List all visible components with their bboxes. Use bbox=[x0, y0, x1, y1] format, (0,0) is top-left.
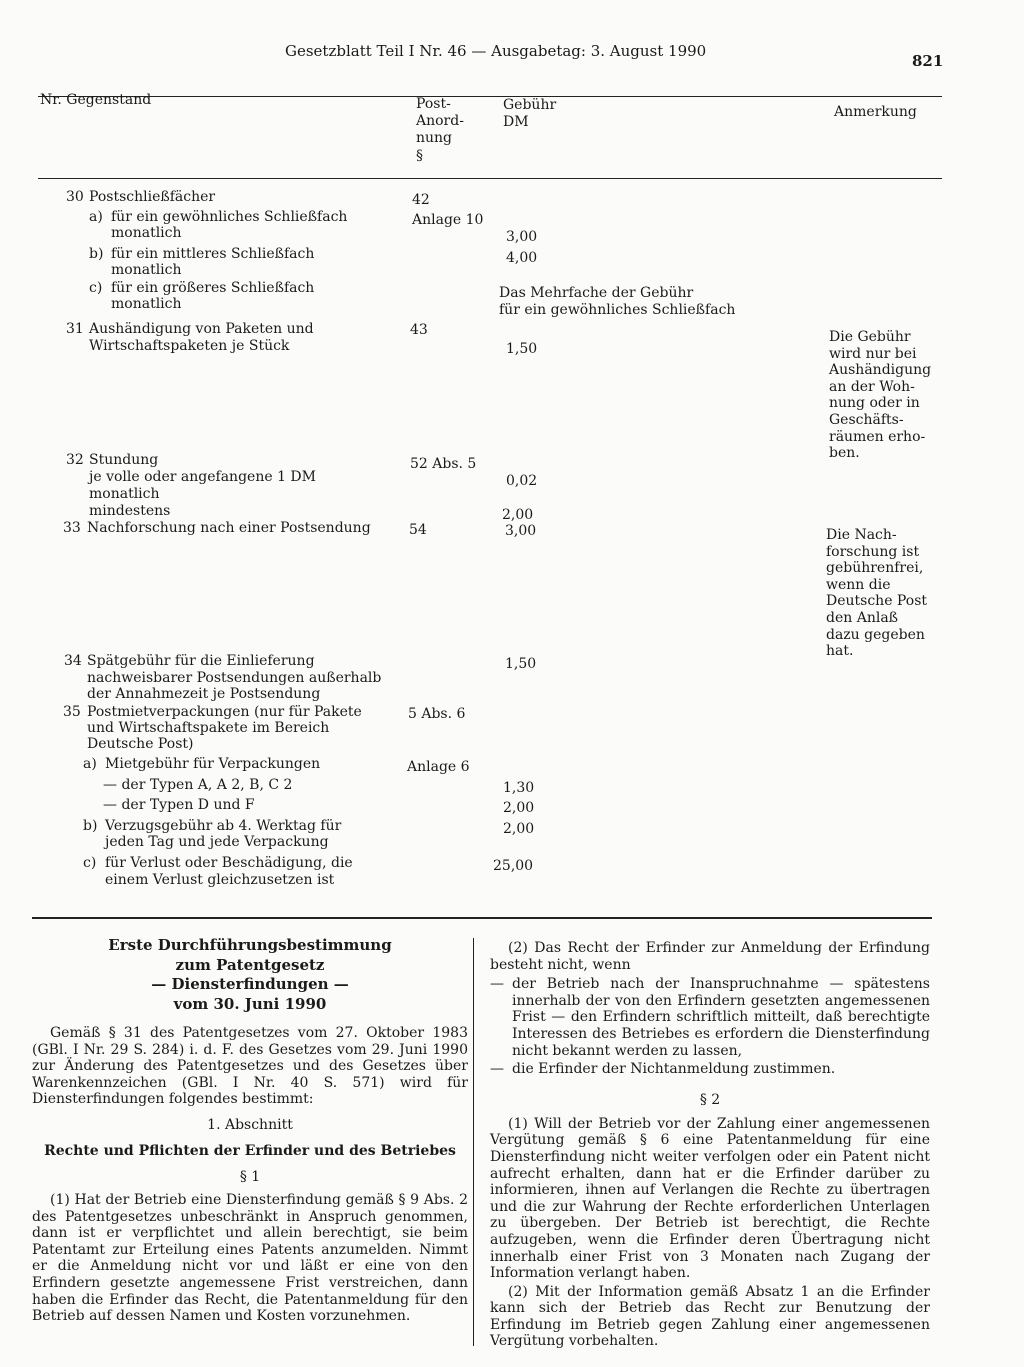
condition-item: — der Betrieb nach der Inanspruchnahme — spätestens innerhalb der von den Erfindern gesetzten angemessenen Frist — den Erfindern schriftlich mitteilt, daß berechtigte Interessen des Betriebes es erfordern die Diensterfindung nicht bekannt werden zu lassen, bbox=[490, 976, 930, 1059]
row-subject: nachweisbarer Postsendungen außerhalb bbox=[87, 670, 382, 686]
section-separator bbox=[32, 917, 932, 919]
row-number: 31 bbox=[66, 321, 84, 337]
row-note: Die Gebühr wird nur bei Aushändigung an der Woh- nung oder in Geschäfts- räumen erho- ben. bbox=[829, 329, 932, 462]
table-top-rule bbox=[38, 96, 942, 97]
row-post: Anlage 6 bbox=[407, 759, 470, 775]
intro-paragraph: Gemäß § 31 des Patentgesetzes vom 27. Oktober 1983 (GBl. I Nr. 29 S. 284) i. d. F. des Gesetzes vom 29. Juni 1990 zur Änderung des Patentgesetzes und des Gesetzes über Warenkennzeichen (GBl. I Nr. 40 S. 571) wird für Diensterfindungen folgendes bestimmt: bbox=[32, 1025, 468, 1108]
row-letter: c) bbox=[89, 280, 103, 296]
row-subject: Postmietverpackungen (nur für Pakete bbox=[87, 704, 362, 720]
section-heading: 1. Abschnitt bbox=[207, 1116, 293, 1133]
row-fee: 2,00 bbox=[503, 800, 535, 816]
col-header-post-3: nung bbox=[416, 130, 453, 146]
row-post: 54 bbox=[409, 522, 427, 538]
paragraph-1-sub-2: (2) Das Recht der Erfinder zur Anmeldung der Erfindung besteht nicht, wenn bbox=[490, 940, 930, 973]
row-post: 5 Abs. 6 bbox=[408, 706, 466, 722]
paragraph-1-heading: § 1 bbox=[239, 1168, 261, 1185]
left-column bbox=[32, 936, 468, 1325]
row-number: 32 bbox=[66, 452, 84, 468]
col-header-post-4: § bbox=[416, 148, 423, 164]
row-subject: für ein größeres Schließfach bbox=[111, 280, 315, 296]
running-header: Gesetzblatt Teil I Nr. 46 — Ausgabetag: 3. August 1990 bbox=[285, 42, 707, 60]
row-fee: 2,00 bbox=[502, 507, 534, 523]
row-subject: Mietgebühr für Verpackungen bbox=[105, 756, 321, 772]
row-note: Die Nach- forschung ist gebührenfrei, wenn die Deutsche Post den Anlaß dazu gegeben hat. bbox=[826, 527, 928, 660]
row-subject: für ein gewöhnliches Schließfach bbox=[111, 209, 348, 225]
row-subject: Nachforschung nach einer Postsendung bbox=[87, 520, 371, 536]
row-fee: 25,00 bbox=[493, 858, 534, 874]
row-fee: 1,30 bbox=[503, 780, 535, 796]
row-subject: Postschließfächer bbox=[89, 189, 216, 205]
row-subject: Spätgebühr für die Einlieferung bbox=[87, 653, 315, 669]
paragraph-2-sub-1: (1) Will der Betrieb vor der Zahlung einer angemessenen Vergütung gemäß § 6 eine Patentanmeldung für eine Diensterfindung nicht weiter verfolgen oder ein Patent nicht aufrecht erhalten, dann hat er die Erfinder darüber zu informieren, ihnen auf Verlangen die Rechte zu übertragen und die zur Wahrung der Rechte erforderlichen Unterlagen zu übergeben. Der Betrieb ist berechtigt, die Rechte aufzugeben, wenn die Erfinder deren Übertragung nicht innerhalb einer Frist von 3 Monaten nach Zugang der Information verlangt haben. bbox=[490, 1115, 930, 1282]
row-fee: 1,50 bbox=[505, 656, 537, 672]
row-subject: und Wirtschaftspakete im Bereich bbox=[87, 720, 330, 736]
row-subject: je volle oder angefangene 1 DM bbox=[89, 469, 316, 485]
col-header-gebuehr-1: Gebühr bbox=[503, 97, 557, 113]
row-number: 35 bbox=[63, 704, 81, 720]
row-post: 43 bbox=[410, 322, 428, 338]
column-divider bbox=[473, 938, 474, 1346]
row-subject: monatlich bbox=[111, 225, 182, 241]
row-subject: Stundung bbox=[89, 452, 159, 468]
page-number: 821 bbox=[912, 52, 944, 70]
row-letter: a) bbox=[83, 756, 97, 772]
col-header-post-2: Anord- bbox=[416, 113, 464, 129]
row-letter: b) bbox=[89, 246, 104, 262]
row-subject: für Verlust oder Beschädigung, die bbox=[105, 855, 353, 871]
row-subject: Aushändigung von Paketen und bbox=[89, 321, 314, 337]
condition-item: — die Erfinder der Nichtanmeldung zustimmen. bbox=[490, 1061, 836, 1078]
row-number: 34 bbox=[64, 653, 82, 669]
row-fee: 3,00 bbox=[506, 229, 538, 245]
row-fee: 1,50 bbox=[506, 341, 538, 357]
row-subject: monatlich bbox=[111, 262, 182, 278]
table-header-rule bbox=[38, 178, 942, 179]
row-subject: — der Typen D und F bbox=[103, 797, 255, 813]
col-header-gebuehr-2: DM bbox=[503, 114, 529, 130]
row-post: 42 bbox=[412, 192, 430, 208]
row-subject: der Annahmezeit je Postsendung bbox=[87, 686, 321, 702]
row-subject: — der Typen A, A 2, B, C 2 bbox=[103, 777, 293, 793]
row-subject: Verzugsgebühr ab 4. Werktag für bbox=[105, 818, 342, 834]
row-letter: a) bbox=[89, 209, 103, 225]
row-letter: b) bbox=[83, 818, 98, 834]
row-post: Anlage 10 bbox=[412, 212, 484, 228]
row-fee: für ein gewöhnliches Schließfach bbox=[499, 302, 736, 318]
row-subject: für ein mittleres Schließfach bbox=[111, 246, 315, 262]
col-header-post-1: Post- bbox=[416, 96, 451, 112]
row-subject: mindestens bbox=[89, 503, 171, 519]
row-fee: 4,00 bbox=[506, 250, 538, 266]
row-letter: c) bbox=[83, 855, 97, 871]
row-subject: jeden Tag und jede Verpackung bbox=[105, 834, 329, 850]
row-subject: monatlich bbox=[89, 486, 160, 502]
decree-title: Erste Durchführungsbestimmung zum Patentgesetz — Diensterfindungen — vom 30. Juni 1990 bbox=[108, 936, 392, 1013]
right-column bbox=[490, 940, 930, 1350]
row-subject: Wirtschaftspaketen je Stück bbox=[89, 338, 290, 354]
paragraph-1-text: (1) Hat der Betrieb eine Diensterfindung gemäß § 9 Abs. 2 des Patentgesetzes unbeschränkt in Anspruch genommen, dann ist er verpflichtet und allein berechtigt, sie beim Patentamt zur Erteilung eines Patents anzumelden. Nimmt er die Anmeldung nicht vor und läßt er eine von den Erfindern gesetzte angemessene Frist verstreichen, dann haben die Erfinder das Recht, die Patentanmeldung für den Betrieb auf dessen Namen und Kosten vorzunehmen. bbox=[32, 1191, 468, 1325]
row-number: 33 bbox=[63, 520, 81, 536]
row-fee: 3,00 bbox=[505, 523, 537, 539]
col-header-gegenstand: Nr. Gegenstand bbox=[40, 92, 152, 108]
paragraph-2-sub-2: (2) Mit der Information gemäß Absatz 1 an die Erfinder kann sich der Betrieb das Recht zur Benutzung der Erfindung im Betrieb gegen Zahlung einer angemessenen Vergütung vorbehalten. bbox=[490, 1283, 930, 1350]
row-post: 52 Abs. 5 bbox=[410, 456, 477, 472]
paragraph-2-heading: § 2 bbox=[699, 1091, 721, 1108]
row-fee: 0,02 bbox=[506, 473, 538, 489]
col-header-anmerkung: Anmerkung bbox=[834, 104, 917, 120]
row-subject: Deutsche Post) bbox=[87, 736, 194, 752]
row-fee: 2,00 bbox=[503, 821, 535, 837]
section-title: Rechte und Pflichten der Erfinder und des Betriebes bbox=[44, 1142, 456, 1159]
row-number: 30 bbox=[66, 189, 84, 205]
row-subject: monatlich bbox=[111, 296, 182, 312]
row-subject: einem Verlust gleichzusetzen ist bbox=[105, 872, 335, 888]
row-fee: Das Mehrfache der Gebühr bbox=[499, 285, 694, 301]
